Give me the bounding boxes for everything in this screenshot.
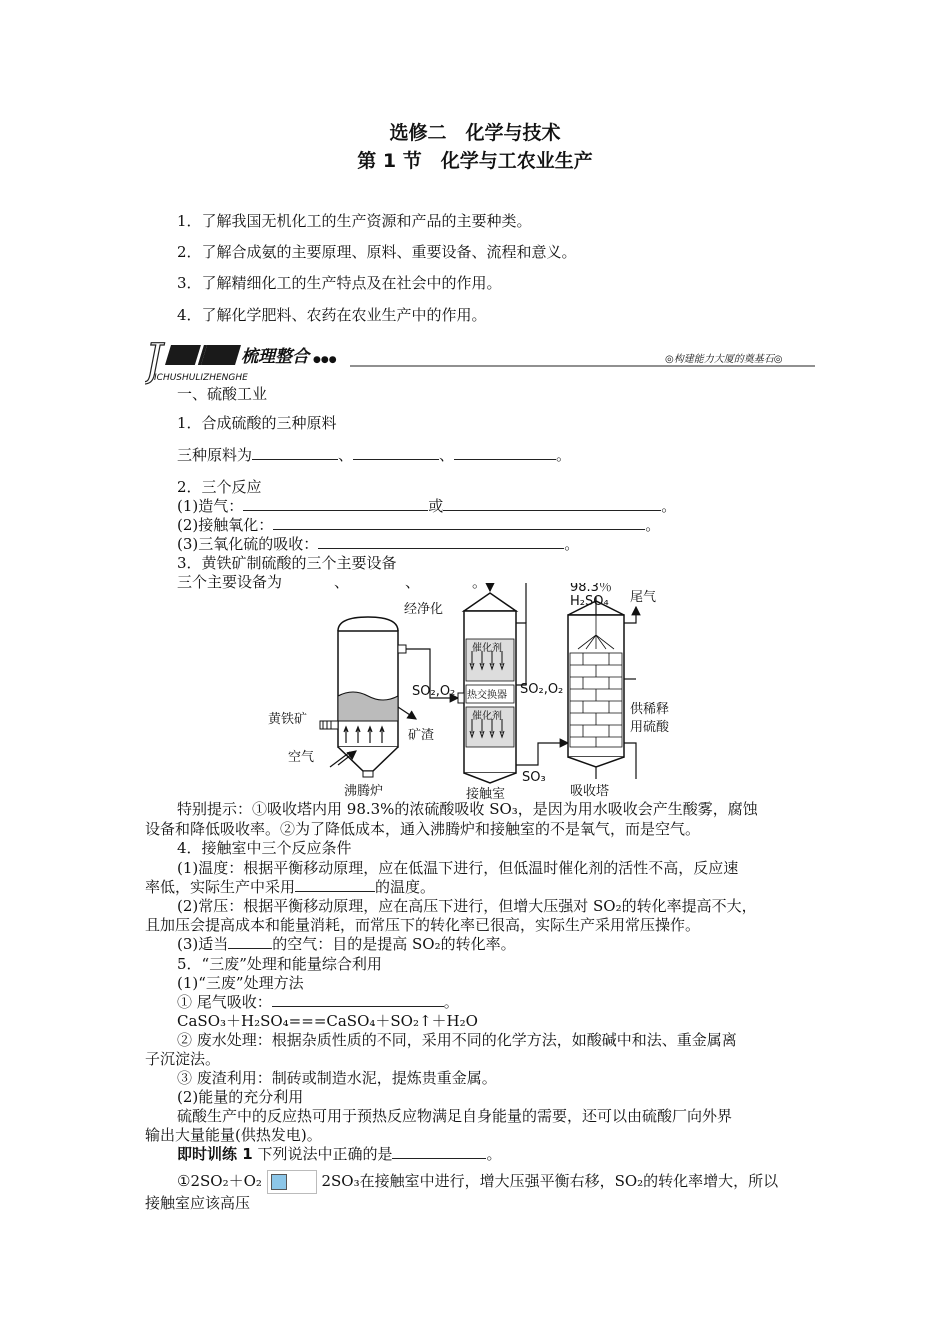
label-acid-concentration: 98.3％: [570, 583, 612, 595]
item-3-line: 三个主要设备为 、 、 。: [177, 573, 488, 591]
absorption-tower: [568, 597, 636, 779]
blank-reaction-2[interactable]: [273, 516, 645, 530]
label-contact-chamber: 接触室: [466, 787, 506, 801]
blank-air[interactable]: [228, 935, 272, 949]
blank-reaction-3[interactable]: [318, 535, 564, 549]
drill-1: 即时训练 1 下列说法中正确的是 。: [177, 1145, 502, 1163]
reaction-1: (1)造气： 或 。: [177, 497, 677, 515]
banner-slogan: ◎构建能力大厦的奠基石◎: [665, 354, 783, 365]
objective-4: 4．了解化学肥料、农药在农业生产中的作用。: [177, 306, 487, 324]
banner-letter: J: [145, 335, 163, 385]
special-tip-2: 设备和降低吸收率。②为了降低成本，通入沸腾炉和接触室的不是氧气，而是空气。: [145, 820, 701, 838]
label-slag: 矿渣: [408, 728, 435, 743]
condition-1b: 率低，实际生产中采用 的温度。: [145, 878, 436, 896]
label-boiling-furnace: 沸腾炉: [344, 784, 384, 799]
blank-reaction-1b[interactable]: [443, 497, 661, 511]
blank-drill[interactable]: [392, 1145, 486, 1159]
broken-image-icon: [267, 1170, 317, 1194]
item-2-heading: 2．三个反应: [177, 478, 262, 496]
blank-raw-2[interactable]: [353, 446, 439, 460]
energy-heading: (2)能量的充分利用: [177, 1088, 304, 1106]
sulfuric-acid-process-svg: [268, 583, 698, 801]
banner-block-2: [201, 345, 241, 365]
label-tail-gas: 尾气: [630, 590, 657, 605]
blank-raw-1[interactable]: [252, 446, 338, 460]
item-1-line: 三种原料为 、 、 。: [177, 446, 572, 464]
energy-1: 硫酸生产中的反应热可用于预热反应物满足自身能量的需要，还可以由硫酸厂向外界: [177, 1107, 733, 1125]
label-pyrite: 黄铁矿: [268, 712, 308, 727]
drill-option-1: ①2SO₂＋O₂ 2SO₃在接触室中进行，增大压强平衡右移，SO₂的转化率增大，所以: [177, 1170, 778, 1194]
label-acid-formula: H₂SO₄: [570, 594, 609, 609]
special-tip-1: 特别提示：①吸收塔内用 98.3%的浓硫酸吸收 SO₃，是因为用水吸收会产生酸雾，腐蚀: [177, 800, 758, 818]
label-so3: SO₃: [522, 770, 546, 785]
condition-2b: 且加压会提高成本和能量消耗，而常压下的转化率已很高，实际生产采用常压操作。: [145, 916, 701, 934]
item-3-heading: 3．黄铁矿制硫酸的三个主要设备: [177, 554, 397, 572]
banner-title: 梳理整合: [241, 347, 309, 367]
blank-raw-3[interactable]: [454, 446, 556, 460]
blank-reaction-1a[interactable]: [243, 497, 428, 511]
item-4-heading: 4．接触室中三个反应条件: [177, 839, 352, 857]
objective-1: 1．了解我国无机化工的生产资源和产品的主要种类。: [177, 212, 532, 230]
item-1-heading: 1．合成硫酸的三种原料: [177, 414, 337, 432]
drill-option-1-cont: 接触室应该高压: [145, 1194, 251, 1212]
label-dilute-2: 用硫酸: [630, 720, 670, 735]
blank-tail-gas[interactable]: [272, 993, 444, 1007]
objective-3: 3．了解精细化工的生产特点及在社会中的作用。: [177, 274, 502, 292]
section-banner: [145, 335, 815, 385]
label-purified: 经净化: [404, 602, 444, 617]
label-dilute-1: 供稀释: [630, 702, 670, 717]
label-so2-o2-2: SO₂,O₂: [520, 682, 564, 697]
label-heat-exchanger: 热交换器: [467, 690, 507, 701]
condition-1a: (1)温度：根据平衡移动原理，应在低温下进行，但低温时催化剂的活性不高，反应速: [177, 859, 739, 877]
reaction-3: (3)三氧化硫的吸收： 。: [177, 535, 580, 553]
process-diagram: [268, 583, 698, 801]
banner-pinyin: ICHUSHULIZHENGHE: [154, 373, 248, 383]
wastewater-1: ② 废水处理：根据杂质性质的不同，采用不同的化学方法，如酸碱中和法、重金属离: [177, 1031, 737, 1049]
banner-graphic: [145, 335, 815, 385]
section-title: 第 1 节 化学与工农业生产: [357, 150, 593, 172]
waste-treatment-heading: (1)“三废”处理方法: [177, 974, 304, 992]
heading-sulfuric-industry: 一、硫酸工业: [177, 385, 268, 403]
condition-3: (3)适当 的空气：目的是提高 SO₂的转化率。: [177, 935, 516, 953]
blank-temperature[interactable]: [295, 878, 375, 892]
label-so2-o2-1: SO₂,O₂: [412, 684, 456, 699]
banner-dots: ●●●: [313, 355, 337, 365]
chapter-title: 选修二 化学与技术: [389, 122, 561, 144]
label-catalyst-2: 催化剂: [472, 711, 502, 722]
equation: CaSO₃＋H₂SO₄===CaSO₄＋SO₂↑＋H₂O: [177, 1012, 478, 1030]
label-absorption-tower: 吸收塔: [570, 784, 610, 799]
drill-label: 即时训练 1: [177, 1145, 253, 1163]
item-5-heading: 5．“三废”处理和能量综合利用: [177, 955, 382, 973]
label-air: 空气: [288, 750, 315, 765]
wastewater-2: 子沉淀法。: [145, 1050, 221, 1068]
slag-use: ③ 废渣利用：制砖或制造水泥，提炼贵重金属。: [177, 1069, 497, 1087]
tail-gas-absorption: ① 尾气吸收： 。: [177, 993, 459, 1011]
image-placeholder-icon: [271, 1174, 287, 1190]
condition-2a: (2)常压：根据平衡移动原理，应在高压下进行，但增大压强对 SO₂的转化率提高不大，: [177, 897, 757, 915]
reaction-2: (2)接触氧化： 。: [177, 516, 661, 534]
energy-2: 输出大量能量(供热发电)。: [145, 1126, 322, 1144]
objective-2: 2．了解合成氨的主要原理、原料、重要设备、流程和意义。: [177, 243, 577, 261]
label-catalyst-1: 催化剂: [472, 643, 502, 654]
boiling-furnace: [320, 617, 416, 777]
